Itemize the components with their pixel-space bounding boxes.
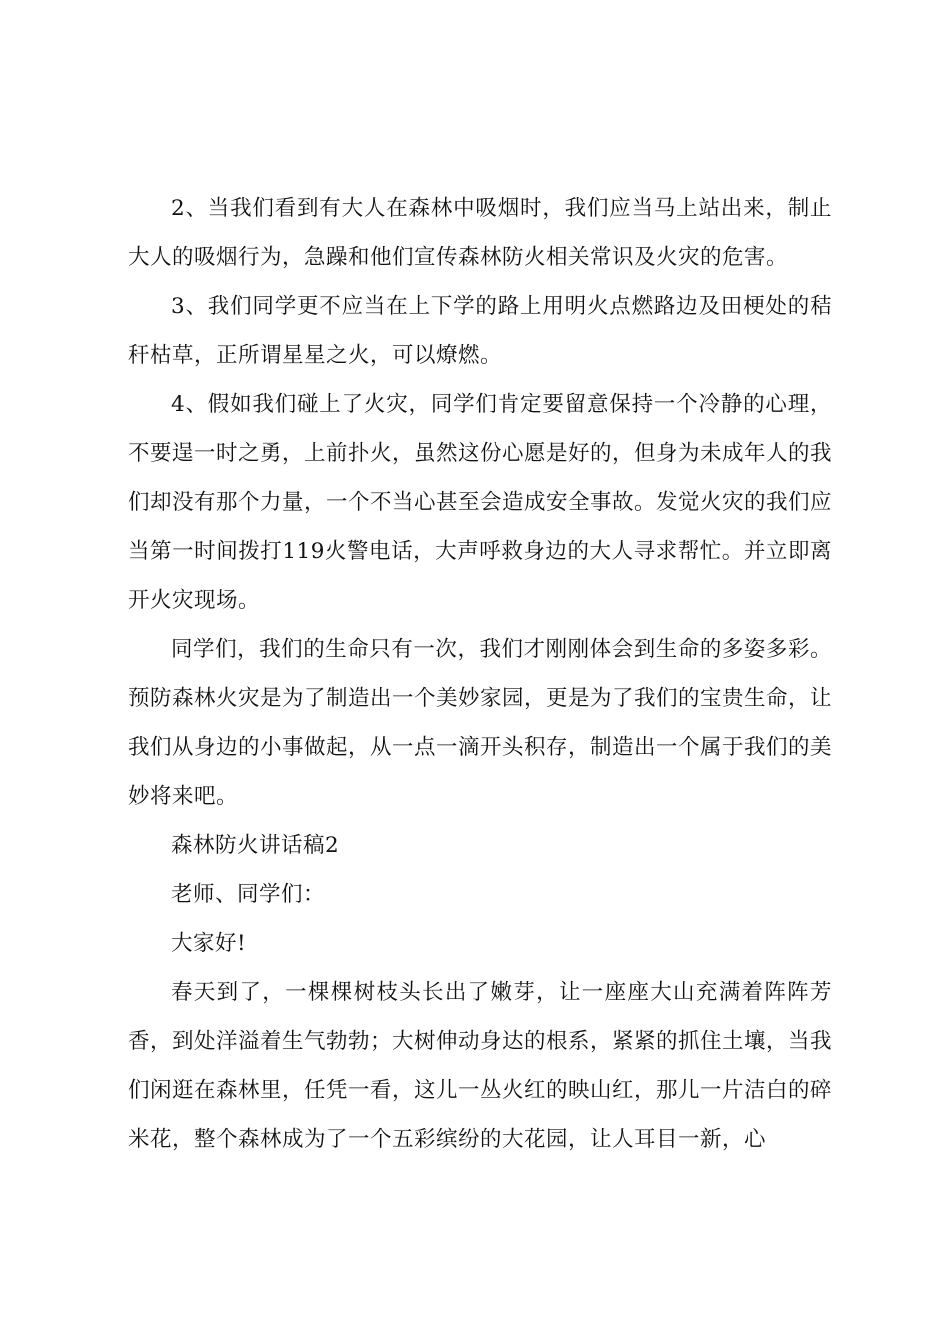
paragraph-item-4: 4、假如我们碰上了火灾，同学们肯定要留意保持一个冷静的心理，不要逞一时之勇，上前扑火，虽然这份心愿是好的，但身为未成年人的我们却没有那个力量，一个不当心甚至会造成安全事故。发觉火灾的我们应当第一时间拨打119火警电话，大声呼救身边的大人寻求帮忙。并立即离开火灾现场。 bbox=[128, 392, 833, 613]
closing-paragraph: 同学们，我们的生命只有一次，我们才刚刚体会到生命的多姿多彩。预防森林火灾是为了制造出一个美妙家园，更是为了我们的宝贵生命，让我们从身边的小事做起，从一点一滴开头积存，制造出一个属于我们的美妙将来吧。 bbox=[128, 637, 833, 809]
document-body bbox=[128, 184, 832, 1164]
spring-paragraph: 春天到了，一棵棵树枝头长出了嫩芽，让一座座大山充满着阵阵芳香，到处洋溢着生气勃勃；大树伸动身达的根系，紧紧的抓住土壤，当我们闲逛在森林里，任凭一看，这儿一丛火红的映山红，那儿一片洁白的碎米花，整个森林成为了一个五彩缤纷的大花园，让人耳目一新，心 bbox=[128, 980, 833, 1152]
section-title: 森林防火讲话稿2 bbox=[171, 833, 340, 858]
salutation: 老师、同学们： bbox=[171, 882, 326, 907]
paragraph-item-2: 2、当我们看到有大人在森林中吸烟时，我们应当马上站出来，制止大人的吸烟行为，急躁和他们宣传森林防火相关常识及火灾的危害。 bbox=[128, 196, 832, 270]
greeting: 大家好! bbox=[171, 931, 247, 956]
paragraph-item-3: 3、我们同学更不应当在上下学的路上用明火点燃路边及田梗处的秸秆枯草，正所谓星星之火，可以燎燃。 bbox=[128, 294, 832, 368]
